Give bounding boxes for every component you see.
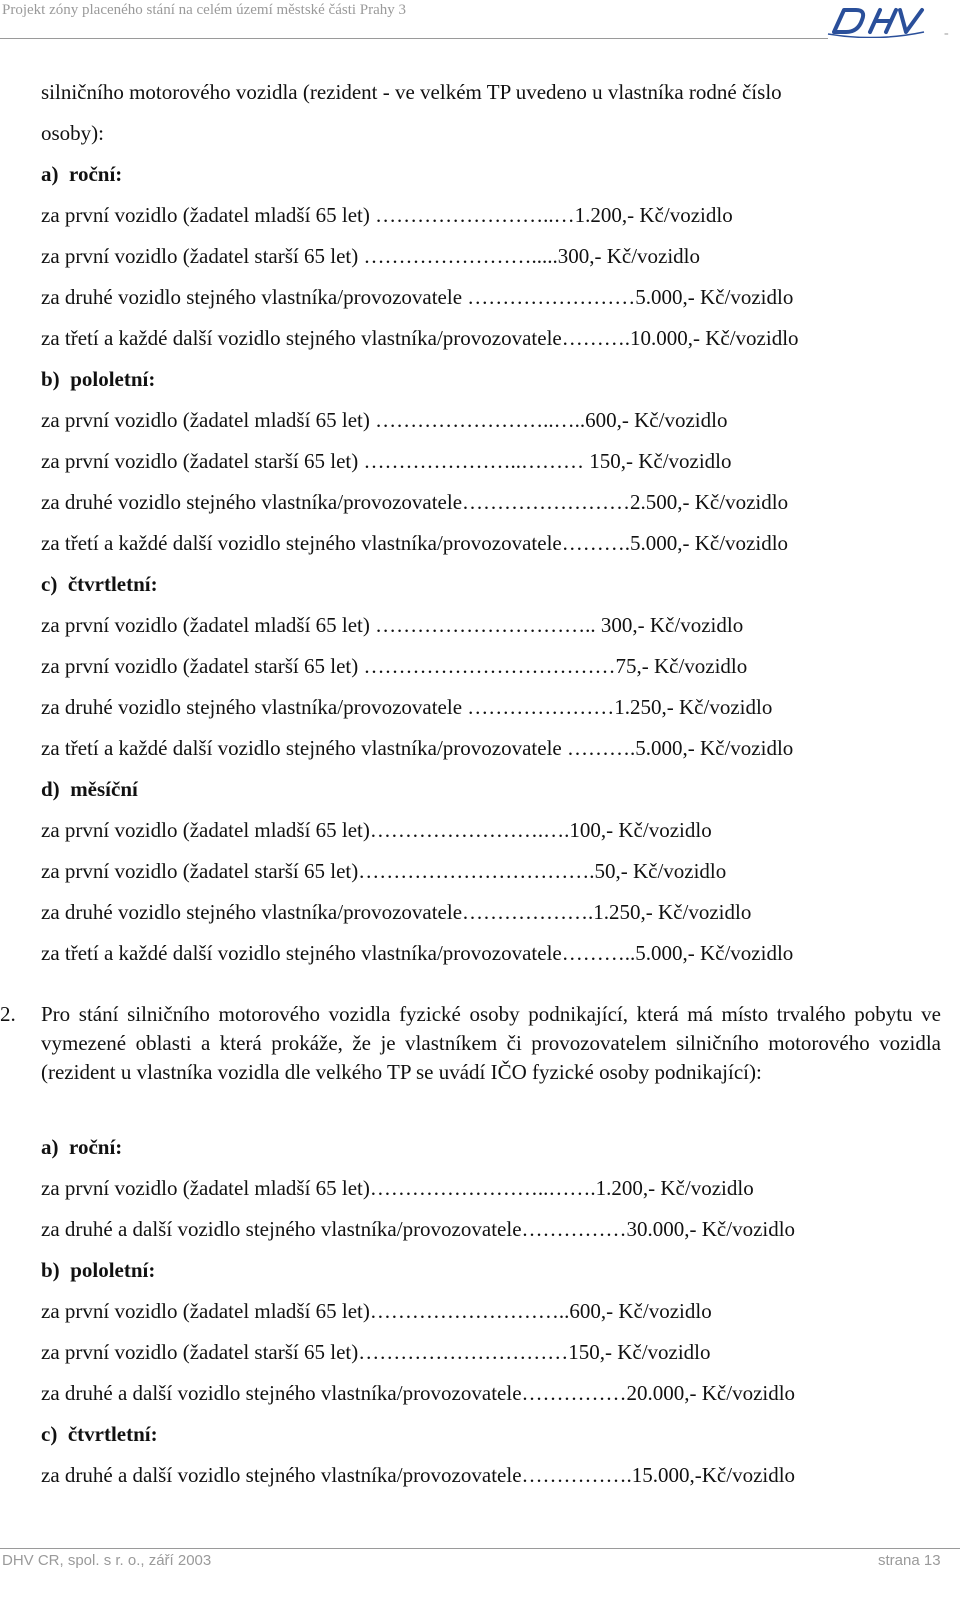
fee-row: za druhé a další vozidlo stejného vlastníka/provozovatele……………30.000,- Kč/vozidlo — [41, 1217, 796, 1241]
section1-content — [41, 72, 941, 974]
s2-group-a-title: roční: — [69, 1135, 123, 1159]
s2-group-b-heading — [41, 1250, 941, 1291]
fee-row: za první vozidlo (žadatel mladší 65 let) ……………………..…..600,- Kč/vozidlo — [41, 408, 728, 432]
footer-page-number: strana 13 — [878, 1552, 941, 1569]
fee-row: za druhé vozidlo stejného vlastníka/provozovatele …………………1.250,- Kč/vozidlo — [41, 695, 773, 719]
group-b-label: b) — [41, 367, 60, 391]
group-a-label: a) — [41, 162, 59, 186]
fee-row: za třetí a každé další vozidlo stejného vlastníka/provozovatele ……….5.000,- Kč/vozidlo — [41, 736, 794, 760]
footer-company: DHV CR, spol. s r. o., září 2003 — [2, 1552, 212, 1569]
section2-content — [41, 1127, 941, 1496]
s2-group-a-label: a) — [41, 1135, 59, 1159]
group-c-title: čtvrtletní: — [67, 572, 158, 596]
group-a-heading — [41, 154, 941, 195]
group-b-heading — [41, 359, 941, 400]
fee-row: za třetí a každé další vozidlo stejného vlastníka/provozovatele……….10.000,- Kč/vozidlo — [41, 326, 799, 350]
fee-row: za první vozidlo (žadatel mladší 65 let) ……………………..…1.200,- Kč/vozidlo — [41, 203, 733, 227]
fee-row: za první vozidlo (žadatel starší 65 let) ………………………………75,- Kč/vozidlo — [41, 654, 748, 678]
page-footer — [0, 1548, 960, 1598]
fee-row: za první vozidlo (žadatel starší 65 let) …………………….....300,- Kč/vozidlo — [41, 244, 701, 268]
section2-paragraph: Pro stání silničního motorového vozidla fyzické osoby podnikající, která má místo trvalého pobytu ve vymezené oblasti a která prokáže, že je vlastníkem či provozovatelem silničního motorového vozidla (rezident u vlastníka vozidla dle velkého TP se uvádí IČO fyzické osoby podnikající): — [41, 1002, 941, 1084]
intro-line-1: silničního motorového vozidla (rezident - ve velkém TP uvedeno u vlastníka rodné číslo — [41, 80, 782, 104]
dhv-logo-icon — [826, 2, 926, 38]
fee-row: za první vozidlo (žadatel starší 65 let)…………………………150,- Kč/vozidlo — [41, 1340, 711, 1364]
s2-group-b-label: b) — [41, 1258, 60, 1282]
s2-group-c-title: čtvrtletní: — [67, 1422, 158, 1446]
group-c-heading — [41, 564, 941, 605]
fee-row: za první vozidlo (žadatel starší 65 let)…………………………….50,- Kč/vozidlo — [41, 859, 727, 883]
group-c-label: c) — [41, 572, 58, 596]
group-b-title: pololetní: — [70, 367, 156, 391]
fee-row: za první vozidlo (žadatel mladší 65 let) ………………………….. 300,- Kč/vozidlo — [41, 613, 744, 637]
header-divider — [0, 38, 828, 39]
fee-row: za druhé a další vozidlo stejného vlastníka/provozovatele……………20.000,- Kč/vozidlo — [41, 1381, 796, 1405]
group-a-title: roční: — [69, 162, 123, 186]
fee-row: za druhé vozidlo stejného vlastníka/provozovatele……………….1.250,- Kč/vozidlo — [41, 900, 752, 924]
s2-group-c-label: c) — [41, 1422, 58, 1446]
intro-line-2: osoby): — [41, 121, 104, 145]
fee-row: za druhé vozidlo stejného vlastníka/provozovatele……………………2.500,- Kč/vozidlo — [41, 490, 789, 514]
header-title: Projekt zóny placeného stání na celém území městské části Prahy 3 — [2, 2, 407, 18]
fee-row: za první vozidlo (žadatel mladší 65 let)………………………..600,- Kč/vozidlo — [41, 1299, 712, 1323]
s2-group-c-heading — [41, 1414, 941, 1455]
header-dash: - — [944, 26, 949, 41]
s2-group-a-heading — [41, 1127, 941, 1168]
fee-row: za první vozidlo (žadatel mladší 65 let)……………………..…….1.200,- Kč/vozidlo — [41, 1176, 754, 1200]
page-header — [0, 0, 960, 44]
s2-group-b-title: pololetní: — [70, 1258, 156, 1282]
group-d-heading — [41, 769, 941, 810]
section2-number: 2. — [0, 1002, 16, 1026]
fee-row: za třetí a každé další vozidlo stejného vlastníka/provozovatele……….5.000,- Kč/vozidlo — [41, 531, 789, 555]
fee-row: za třetí a každé další vozidlo stejného vlastníka/provozovatele………..5.000,- Kč/vozidlo — [41, 941, 794, 965]
fee-row: za druhé vozidlo stejného vlastníka/provozovatele ……………………5.000,- Kč/vozidlo — [41, 285, 794, 309]
footer-divider — [0, 1548, 960, 1549]
fee-row: za druhé a další vozidlo stejného vlastníka/provozovatele…………….15.000,-Kč/vozidlo — [41, 1463, 796, 1487]
fee-row: za první vozidlo (žadatel starší 65 let) …………………..……… 150,- Kč/vozidlo — [41, 449, 732, 473]
group-d-label: d) — [41, 777, 60, 801]
group-d-title: měsíční — [70, 777, 138, 801]
fee-row: za první vozidlo (žadatel mladší 65 let)…………………….….100,- Kč/vozidlo — [41, 818, 712, 842]
